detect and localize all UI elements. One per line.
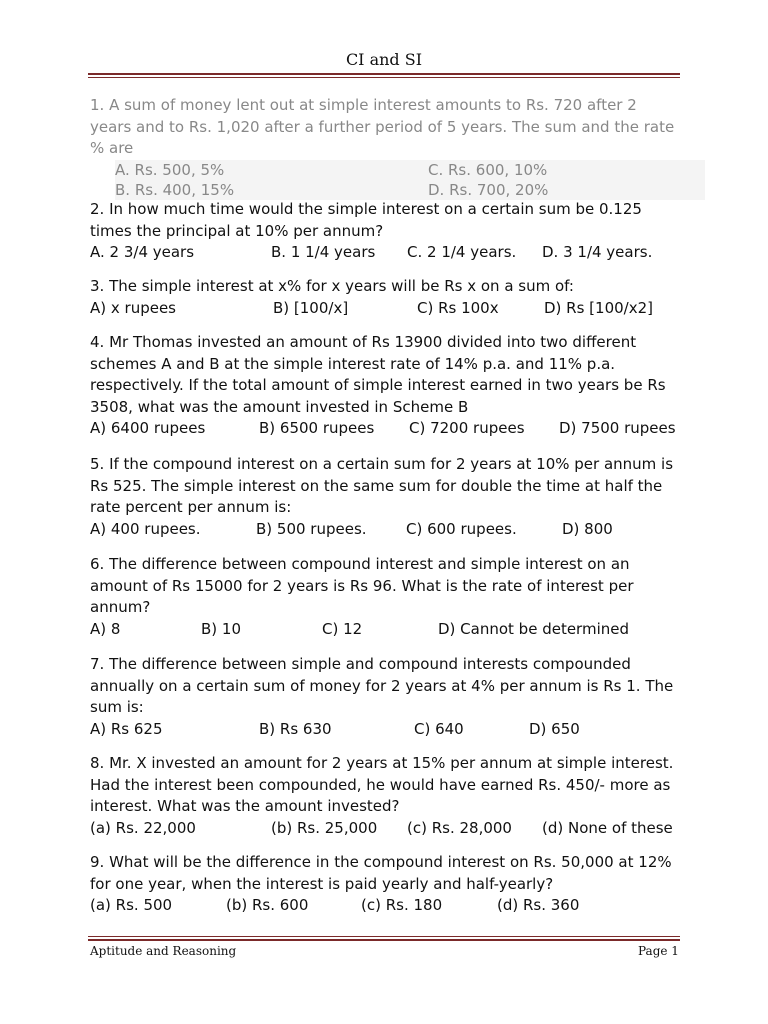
option-a: (a) Rs. 22,000 — [90, 818, 196, 837]
option-c: C) Rs 100x — [417, 298, 499, 317]
question-text: 2. In how much time would the simple interest on a certain sum be 0.125 times the principal at 10% per annum? — [90, 200, 642, 240]
option-c: C. 2 1/4 years. — [407, 243, 517, 261]
question-3 — [90, 276, 682, 319]
option-b: B) Rs 630 — [259, 719, 332, 738]
option-d: D) 650 — [529, 719, 580, 738]
question-text: 3. The simple interest at x% for x years will be Rs x on a sum of: — [90, 277, 574, 295]
option-b: (b) Rs. 600 — [226, 896, 309, 914]
question-text: 4. Mr Thomas invested an amount of Rs 13900 divided into two different schemes A and B at the simple interest rate of 14% p.a. and 11% p.a. respectively. If the total amount of simple interest earned in two years be Rs 3508, what was the amount invested in Scheme B — [90, 333, 666, 416]
question-options — [90, 895, 682, 916]
option-d: D) 7500 rupees — [559, 419, 676, 437]
question-options — [90, 719, 682, 740]
option-b: B) 10 — [201, 619, 241, 638]
option-c: C) 12 — [322, 619, 363, 638]
option-c: C) 7200 rupees — [409, 419, 525, 437]
option-a: A) x rupees — [90, 298, 176, 317]
option-a: A) 8 — [90, 619, 121, 638]
page-title: CI and SI — [345, 50, 423, 69]
question-1 — [90, 95, 682, 200]
option-d: (d) None of these — [542, 818, 673, 837]
option-c: (c) Rs. 180 — [361, 896, 443, 914]
option-d: D) 800 — [562, 519, 613, 538]
option-c: C) 600 rupees. — [406, 519, 517, 538]
option-d: D. Rs. 700, 20% — [389, 180, 705, 200]
option-d: D) Cannot be determined — [438, 619, 629, 638]
option-b: B) 6500 rupees — [259, 419, 375, 437]
footer-label: Aptitude and Reasoning — [90, 944, 237, 958]
option-a: A) 400 rupees. — [90, 519, 201, 538]
option-d: D. 3 1/4 years. — [542, 243, 653, 261]
question-8 — [90, 753, 682, 839]
option-c: C) 640 — [414, 719, 464, 738]
option-b: B) [100/x] — [273, 298, 349, 317]
question-text: 8. Mr. X invested an amount for 2 years at 15% per annum at simple interest. Had the interest been compounded, he would have earned Rs. 450/- more as interest. What was the amount invested? — [90, 754, 674, 815]
question-text: 6. The difference between compound interest and simple interest on an amount of Rs 15000 for 2 years is Rs 96. What is the rate of interest per annum? — [90, 555, 634, 616]
question-options — [90, 298, 682, 319]
option-c: C. Rs. 600, 10% — [389, 160, 705, 180]
option-a: A. Rs. 500, 5% — [115, 160, 389, 180]
option-c: (c) Rs. 28,000 — [407, 818, 512, 837]
question-4 — [90, 332, 682, 439]
question-text: 7. The difference between simple and compound interests compounded annually on a certain sum of money for 2 years at 4% per annum is Rs 1. The sum is: — [90, 655, 674, 716]
question-options — [90, 619, 682, 640]
option-d: (d) Rs. 360 — [497, 896, 580, 914]
option-a: A. 2 3/4 years — [90, 243, 195, 261]
option-b: B. 1 1/4 years — [271, 243, 376, 261]
question-2 — [90, 199, 682, 263]
question-text: 5. If the compound interest on a certain sum for 2 years at 10% per annum is Rs 525. The simple interest on the same sum for double the time at half the rate percent per annum is: — [90, 455, 674, 516]
option-a: A) Rs 625 — [90, 719, 163, 738]
question-options — [90, 818, 682, 839]
question-text: 1. A sum of money lent out at simple interest amounts to Rs. 720 after 2 years and to Rs. 1,020 after a further period of 5 years. The sum and the rate % are — [90, 96, 675, 157]
question-9 — [90, 852, 682, 916]
question-options — [90, 242, 682, 263]
question-5 — [90, 454, 682, 540]
footer-rule — [88, 936, 680, 941]
question-text: 9. What will be the difference in the compound interest on Rs. 50,000 at 12% for one year, when the interest is paid yearly and half-yearly? — [90, 853, 672, 893]
page-number: Page 1 — [638, 944, 679, 958]
option-a: A) 6400 rupees — [90, 419, 206, 437]
option-b: (b) Rs. 25,000 — [271, 818, 378, 837]
option-b: B) 500 rupees. — [256, 519, 367, 538]
question-6 — [90, 554, 682, 640]
question-7 — [90, 654, 682, 740]
question-options — [90, 519, 682, 540]
option-d: D) Rs [100/x2] — [544, 298, 653, 317]
option-a: (a) Rs. 500 — [90, 896, 173, 914]
question-options — [90, 418, 682, 439]
header-rule — [88, 73, 680, 78]
option-b: B. Rs. 400, 15% — [115, 180, 389, 200]
question-options — [115, 160, 682, 200]
